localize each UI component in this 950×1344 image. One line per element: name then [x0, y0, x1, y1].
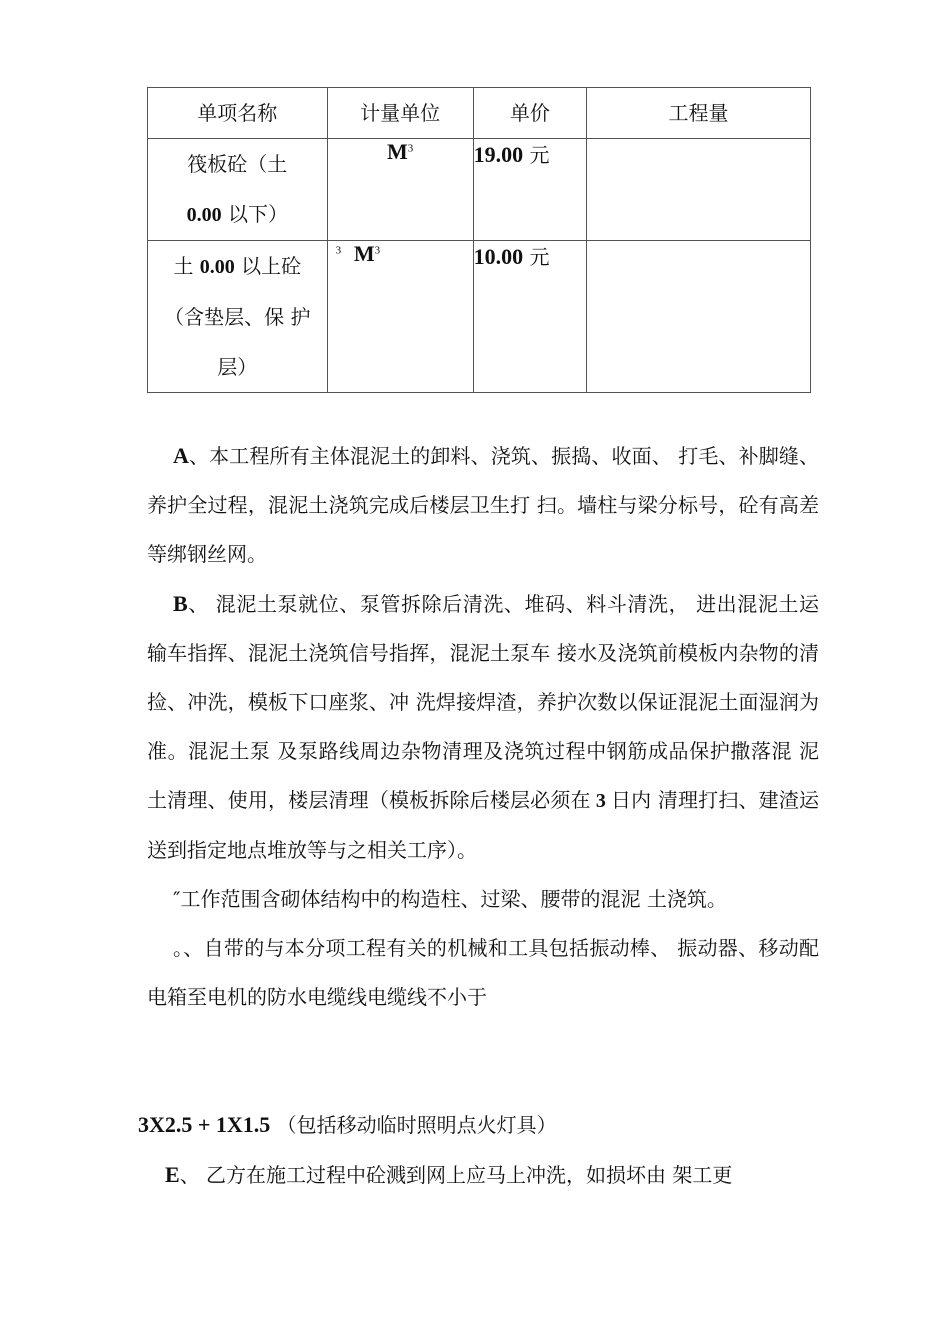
unit-cell — [327, 139, 473, 241]
item-name-cell — [148, 241, 328, 393]
unit-superscript: 3 — [407, 142, 414, 155]
item-name-text: 以上砼 — [234, 254, 302, 278]
table-row — [148, 139, 811, 241]
quantity-cell — [587, 139, 811, 241]
price-currency: 元 — [523, 245, 550, 269]
header-item-name: 单项名称 — [148, 88, 328, 139]
unit-symbol: M — [386, 139, 408, 164]
item-name-line — [148, 189, 327, 240]
price-number: 10.00 — [473, 244, 524, 269]
clause-b-text-2: 日内 清理打扫、建渣运送到指定地点堆放等与之相关工序）。 — [147, 788, 820, 862]
item-name-line: 筏板砼（土 — [187, 152, 288, 176]
item-name-line: 层） — [217, 355, 258, 379]
clause-c: ″工作范围含砌体结构中的构造柱、过梁、腰带的混泥 土浇筑。 — [173, 887, 727, 911]
clause-e — [147, 1152, 819, 1198]
price-number: 19.00 — [473, 142, 524, 167]
header-quantity: 工程量 — [587, 88, 811, 139]
price-cell — [473, 139, 586, 241]
cable-spec-formula: 3X2.5 + 1X1.5 — [138, 1112, 271, 1137]
item-name-number: 0.00 — [186, 204, 222, 226]
cable-spec-line — [138, 1103, 557, 1147]
item-name-line: （含垫层、保 护 — [164, 305, 311, 329]
clause-e-label: E — [165, 1162, 180, 1187]
item-name-text: 土 — [173, 254, 200, 278]
clause-a — [147, 431, 819, 579]
cable-spec-note: （包括移动临时照明点火灯具） — [270, 1113, 557, 1137]
clause-a-label: A — [173, 443, 189, 468]
unit-prefix: 3 — [335, 244, 342, 257]
clause-b-number: 3 — [590, 790, 611, 812]
item-name-text: 以下） — [221, 202, 288, 226]
clause-e-text: 、 乙方在施工过程中砼溅到网上应马上冲洗，如损坏由 架工更 — [179, 1163, 733, 1187]
price-cell — [473, 241, 586, 393]
header-price: 单价 — [473, 88, 586, 139]
clause-d: 。、自带的与本分项工程有关的机械和工具包括振动棒、 振动器、移动配电箱至电机的防水电缆线电缆线不小于 — [147, 936, 819, 1009]
item-name-line — [148, 241, 327, 292]
table-header-row — [148, 88, 811, 139]
quantity-cell — [587, 241, 811, 393]
clause-b-text: 、 混泥土泵就位、泵管拆除后清洗、堆码、料斗清洗， 进出混泥土运输车指挥、混泥土浇筑信号指挥，混泥土泵车 接水及浇筑前模板内杂物的清捡、冲洗，模板下口座浆、冲 洗焊接焊渣，养护次数以保证混泥土面湿润为准。混泥土泵 及泵路线周边杂物清理及浇筑过程中钢筋成品保护撒落混 泥土清理、使用，楼层清理（模板拆除后楼层必须在 — [147, 592, 819, 812]
unit-symbol: M — [353, 241, 375, 266]
unit-cell — [327, 241, 473, 393]
header-unit: 计量单位 — [327, 88, 473, 139]
item-name-number: 0.00 — [199, 256, 235, 278]
clauses — [147, 431, 819, 1022]
clause-b — [147, 579, 819, 875]
unit-superscript: 3 — [374, 244, 381, 257]
clause-b-label: B — [173, 591, 188, 616]
clause-a-text: 、本工程所有主体混泥土的卸料、浇筑、振捣、收面、 打毛、补脚缝、养护全过程，混泥土浇筑完成后楼层卫生打 扫。墙柱与梁分标号，砼有高差等绑钢丝网。 — [147, 444, 819, 566]
item-name-cell — [148, 139, 328, 241]
price-currency: 元 — [523, 143, 550, 167]
price-table — [147, 87, 811, 393]
table-row — [148, 241, 811, 393]
